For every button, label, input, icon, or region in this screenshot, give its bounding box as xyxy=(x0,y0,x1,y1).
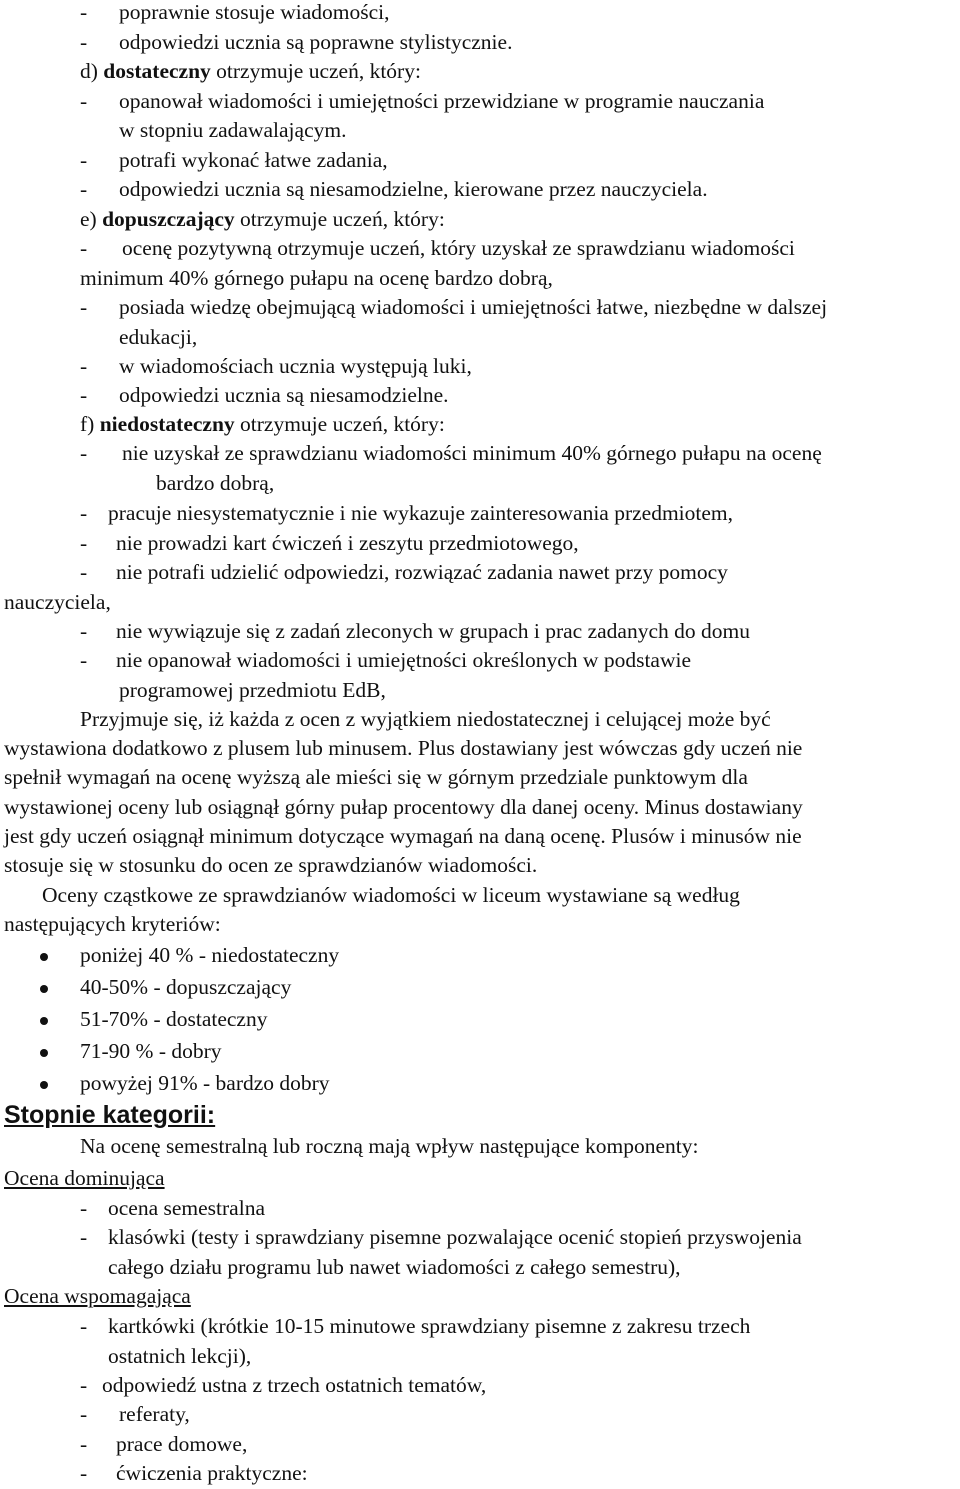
bullet-icon xyxy=(40,985,48,993)
dash-marker: - xyxy=(80,0,88,24)
grade-f-heading: f) niedostateczny otrzymuje uczeń, który: xyxy=(80,412,445,436)
paragraph-line: wystawiona dodatkowo z plusem lub minusem. Plus dostawiany jest wówczas gdy uczeń nie xyxy=(4,736,803,760)
list-item: klasówki (testy i sprawdziany pisemne pozwalające ocenić stopień przyswojenia xyxy=(108,1225,802,1249)
paragraph-line: wystawionej oceny lub osiągnął górny pułap procentowy dla danej oceny. Minus dostawiany xyxy=(4,795,803,819)
dash-marker: - xyxy=(80,148,88,172)
supporting-title: Ocena wspomagająca xyxy=(4,1284,191,1308)
dash-marker: - xyxy=(80,619,88,643)
list-item: kartkówki (krótkie 10-15 minutowe sprawdziany pisemne z zakresu trzech xyxy=(108,1314,751,1338)
bullet-icon xyxy=(40,1049,48,1057)
dash-marker: - xyxy=(80,560,88,584)
list-item: poprawnie stosuje wiadomości, xyxy=(119,0,390,24)
dash-marker: - xyxy=(80,1461,88,1485)
list-item: ostatnich lekcji), xyxy=(108,1344,252,1368)
dash-marker: - xyxy=(80,89,88,113)
dash-marker: - xyxy=(80,30,88,54)
dash-marker: - xyxy=(80,1402,88,1426)
paragraph-line: następujących kryteriów: xyxy=(4,912,221,936)
components-intro: Na ocenę semestralną lub roczną mają wpływ następujące komponenty: xyxy=(80,1134,699,1158)
dash-marker: - xyxy=(80,648,88,672)
bullet-icon xyxy=(40,1081,48,1089)
dash-marker: - xyxy=(80,236,88,260)
dash-marker: - xyxy=(80,1314,88,1338)
dash-marker: - xyxy=(80,383,88,407)
list-item: nie opanował wiadomości i umiejętności określonych w podstawie xyxy=(116,648,691,672)
dash-marker: - xyxy=(80,501,88,525)
paragraph-line: stosuje się w stosunku do ocen ze sprawdzianów wiadomości. xyxy=(4,853,538,877)
grade-d-heading: d) dostateczny otrzymuje uczeń, który: xyxy=(80,59,421,83)
dash-marker: - xyxy=(80,531,88,555)
bullet-icon xyxy=(40,953,48,961)
paragraph-line: jest gdy uczeń osiągnął minimum dotyczące wymagań na daną ocenę. Plusów i minusów nie xyxy=(4,824,802,848)
list-item: w stopniu zadawalającym. xyxy=(119,118,347,142)
list-item: odpowiedzi ucznia są niesamodzielne, kierowane przez nauczyciela. xyxy=(119,177,708,201)
grade-d-name: dostateczny xyxy=(103,59,211,83)
list-item: nie prowadzi kart ćwiczeń i zeszytu przedmiotowego, xyxy=(116,531,579,555)
list-item: nie wywiązuje się z zadań zleconych w grupach i prac zadanych do domu xyxy=(116,619,750,643)
list-item: programowej przedmiotu EdB, xyxy=(119,678,386,702)
list-item: opanował wiadomości i umiejętności przewidziane w programie nauczania xyxy=(119,89,765,113)
criteria-item: powyżej 91% - bardzo dobry xyxy=(80,1071,330,1095)
dash-marker: - xyxy=(80,1373,88,1397)
bullet-icon xyxy=(40,1017,48,1025)
dash-marker: - xyxy=(80,1225,88,1249)
dash-marker: - xyxy=(80,295,88,319)
list-item: pracuje niesystematycznie i nie wykazuje zainteresowania przedmiotem, xyxy=(108,501,734,525)
list-item: ćwiczenia praktyczne: xyxy=(116,1461,308,1485)
list-item: potrafi wykonać łatwe zadania, xyxy=(119,148,388,172)
list-item: nauczyciela, xyxy=(4,590,111,614)
paragraph-line: Oceny cząstkowe ze sprawdzianów wiadomości w liceum wystawiane są według xyxy=(42,883,740,907)
list-item: referaty, xyxy=(119,1402,190,1426)
criteria-item: 51-70% - dostateczny xyxy=(80,1007,268,1031)
paragraph-line: spełnił wymagań na ocenę wyższą ale mieści się w górnym przedziale punktowym dla xyxy=(4,765,748,789)
criteria-item: poniżej 40 % - niedostateczny xyxy=(80,943,340,967)
grade-e-heading: e) dopuszczający otrzymuje uczeń, który: xyxy=(80,207,445,231)
dominant-title: Ocena dominująca xyxy=(4,1166,165,1190)
list-item: posiada wiedzę obejmującą wiadomości i umiejętności łatwe, niezbędne w dalszej xyxy=(119,295,828,319)
dash-marker: - xyxy=(80,1432,88,1456)
criteria-item: 40-50% - dopuszczający xyxy=(80,975,292,999)
grade-e-name: dopuszczający xyxy=(102,207,235,231)
list-item: ocenę pozytywną otrzymuje uczeń, który uzyskał ze sprawdzianu wiadomości xyxy=(122,236,795,260)
paragraph-line: Przyjmuje się, iż każda z ocen z wyjątkiem niedostatecznej i celującej może być xyxy=(80,707,771,731)
grade-f-name: niedostateczny xyxy=(99,412,235,436)
list-item: prace domowe, xyxy=(116,1432,248,1456)
list-item: edukacji, xyxy=(119,325,198,349)
dash-marker: - xyxy=(80,441,88,465)
section-heading: Stopnie kategorii: xyxy=(4,1101,216,1129)
list-item: minimum 40% górnego pułapu na ocenę bardzo dobrą, xyxy=(80,266,553,290)
list-item: odpowiedź ustna z trzech ostatnich tematów, xyxy=(102,1373,487,1397)
list-item: bardzo dobrą, xyxy=(156,471,275,495)
dash-marker: - xyxy=(80,354,88,378)
list-item: odpowiedzi ucznia są poprawne stylistycznie. xyxy=(119,30,513,54)
list-item: odpowiedzi ucznia są niesamodzielne. xyxy=(119,383,449,407)
dash-marker: - xyxy=(80,1196,88,1220)
list-item: całego działu programu lub nawet wiadomości z całego semestru), xyxy=(108,1255,681,1279)
list-item: ocena semestralna xyxy=(108,1196,265,1220)
list-item: nie uzyskał ze sprawdzianu wiadomości minimum 40% górnego pułapu na ocenę xyxy=(122,441,822,465)
criteria-item: 71-90 % - dobry xyxy=(80,1039,222,1063)
list-item: w wiadomościach ucznia występują luki, xyxy=(119,354,472,378)
dash-marker: - xyxy=(80,177,88,201)
list-item: nie potrafi udzielić odpowiedzi, rozwiązać zadania nawet przy pomocy xyxy=(116,560,728,584)
